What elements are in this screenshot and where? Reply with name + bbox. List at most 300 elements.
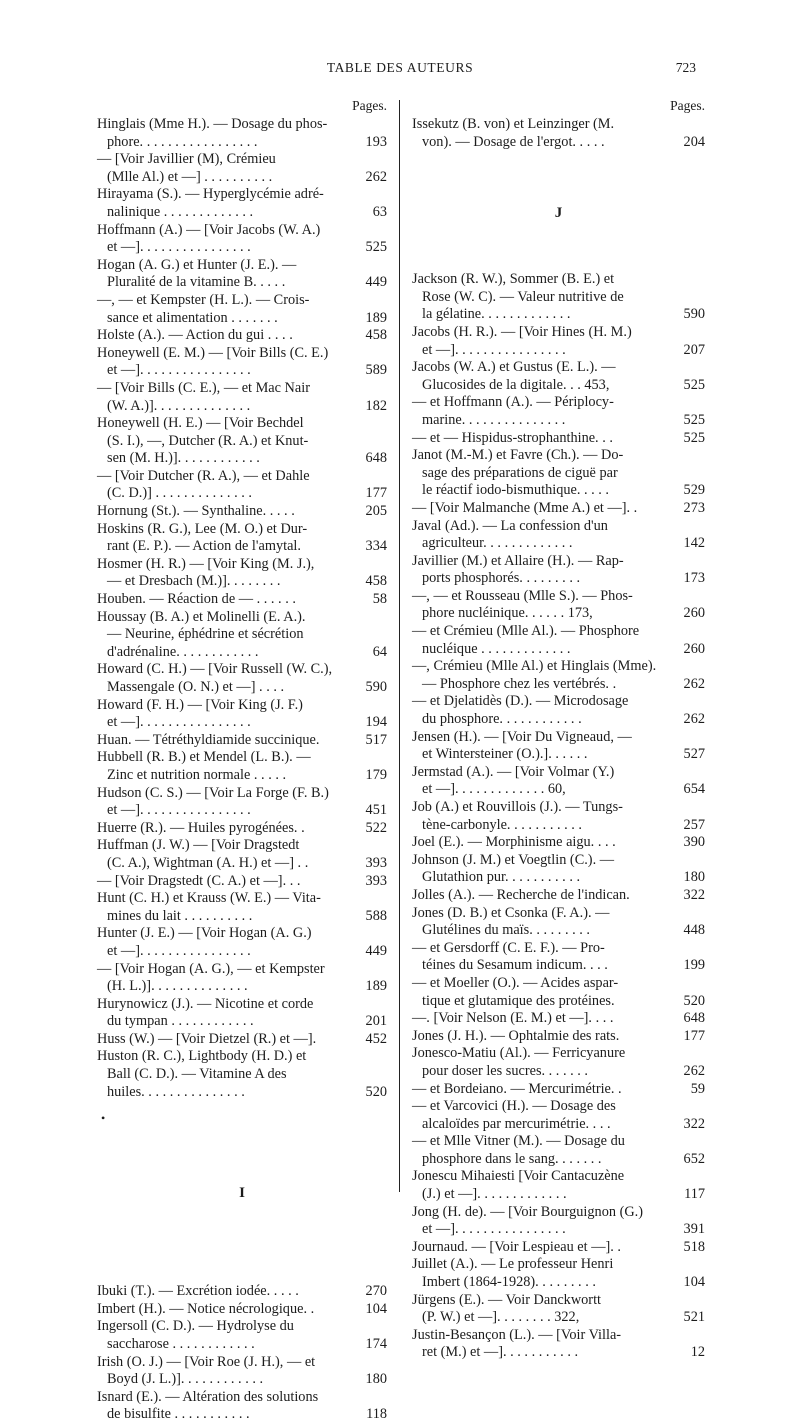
running-head [0,60,800,80]
entry-line [412,676,705,694]
entry-line [97,626,387,644]
page-ref: 588 [363,908,387,926]
entry-text: Jacobs (H. R.). — [Voir Hines (H. M.) [412,323,632,340]
entry-line [97,398,387,416]
entry-text: Hogan (A. G.) et Hunter (J. E.). — [97,256,297,273]
entry-text: Jermstad (A.). — [Voir Volmar (Y.) [412,763,615,780]
entry-line [412,342,705,360]
entry-text: — et Djelatidès (D.). — Microdosage [412,693,629,710]
entry-line [412,1081,705,1099]
index-entry [412,1098,705,1133]
index-entry [412,729,705,764]
entry-text: Juillet (A.). — Le professeur Henri [412,1256,614,1273]
index-entry [97,996,387,1031]
entry-line [412,359,705,377]
entry-line [412,412,705,430]
entry-text: Jong (H. de). — [Voir Bourguignon (G.) [412,1203,643,1220]
entry-text: — [Voir Malmanche (Mme A.) et —]. . [412,499,638,516]
entry-line [97,485,387,503]
page-ref: 194 [363,714,387,732]
entry-text: sance et alimentation . . . . . . . [107,309,278,326]
entry-line [412,957,705,975]
entry-line [412,1168,705,1186]
page-number: 723 [675,60,696,75]
entry-text: (J.) et —]. . . . . . . . . . . . . [422,1186,567,1203]
page-ref: 525 [681,377,705,395]
entry-text: — Neurine, éphédrine et sécrétion [107,626,304,643]
entry-text: Jones (D. B.) et Csonka (F. A.). — [412,904,610,921]
page-ref: 177 [681,1028,705,1046]
entry-text: du tympan . . . . . . . . . . . . [107,1013,254,1030]
index-entry [412,1010,705,1028]
entry-line [412,693,705,711]
index-entry [412,852,705,887]
entry-line [97,116,387,134]
entry-text: Hunter (J. E.) — [Voir Hogan (A. G.) [97,925,312,942]
entry-line [97,433,387,451]
entry-line [97,679,387,697]
entry-text: de bisulfite . . . . . . . . . . . [107,1406,250,1423]
entry-line [97,257,387,275]
entry-text: nucléique . . . . . . . . . . . . . [422,640,571,657]
entry-line [97,591,387,609]
entry-line [97,1283,387,1301]
entry-text: phore. . . . . . . . . . . . . . . . . [107,133,258,150]
entry-text: alcaloïdes par mercurimétrie. . . . [422,1115,611,1132]
index-entry [412,887,705,905]
index-entry [412,1133,705,1168]
entry-line [412,518,705,536]
page-ref: 527 [681,746,705,764]
page-ref: 391 [681,1221,705,1239]
entry-text: — Phosphore chez les vertébrés. . [422,675,617,692]
entry-line [412,1204,705,1222]
entry-line [412,394,705,412]
index-entry [97,749,387,784]
entry-line [412,834,705,852]
page-ref: 201 [363,1013,387,1031]
entry-line [97,169,387,187]
entry-text: Javal (Ad.). — La confession d'un [412,517,608,534]
entry-line [412,500,705,518]
entry-line [97,732,387,750]
entry-line [412,887,705,905]
index-entry [412,447,705,500]
entry-line [97,1406,387,1424]
index-entry [412,324,705,359]
index-entry [412,834,705,852]
entry-line [412,289,705,307]
index-entry [97,1031,387,1049]
entry-line [412,1292,705,1310]
entry-line [97,134,387,152]
page-ref: 262 [681,1063,705,1081]
index-entry [97,257,387,292]
entry-text: Huston (R. C.), Lightbody (H. D.) et [97,1048,307,1065]
entry-text: Huerre (R.). — Huiles pyrogénées. . [97,819,305,836]
index-entry [97,1354,387,1389]
entry-text: Jürgens (E.). — Voir Danckwortt [412,1291,602,1308]
page-ref: 525 [681,430,705,448]
entry-text: Isnard (E.). — Altération des solutions [97,1388,319,1405]
page-ref: 193 [363,134,387,152]
entry-text: — [Voir Dragstedt (C. A.) et —]. . . [97,872,301,889]
entry-text: Hubbell (R. B.) et Mendel (L. B.). — [97,749,311,766]
entry-line [412,306,705,324]
entry-text: Hirayama (S.). — Hyperglycémie adré- [97,186,324,203]
entry-text: Huan. — Tétréthyldiamide succinique. [97,731,320,748]
index-entry [97,292,387,327]
entry-line [97,609,387,627]
entry-line [97,749,387,767]
page-ref: 525 [363,239,387,257]
page-ref: 529 [681,482,705,500]
page-ref: 179 [363,767,387,785]
entry-line [97,1084,387,1102]
page-ref: 525 [681,412,705,430]
page-ref: 189 [363,978,387,996]
entry-line [412,1239,705,1257]
index-entry [412,500,705,518]
entry-line [412,447,705,465]
page-ref: 260 [681,605,705,623]
entry-line [412,588,705,606]
page-ref: 518 [681,1239,705,1257]
entry-line [412,781,705,799]
entry-line [412,1151,705,1169]
index-entry [97,732,387,750]
page-ref: 322 [681,887,705,905]
index-entry [412,1327,705,1362]
entry-line [97,503,387,521]
entry-line [97,1318,387,1336]
page-ref: 522 [363,820,387,838]
entry-text: Howard (C. H.) — [Voir Russell (W. C.), [97,661,333,678]
page-ref: 393 [363,873,387,891]
index-entry [97,961,387,996]
entry-text: Jolles (A.). — Recherche de l'indican. [412,886,630,903]
entry-line [97,222,387,240]
section-letter: I [239,1185,245,1202]
entry-line [97,1066,387,1084]
page-ref: 270 [363,1283,387,1301]
entry-text: — et Crémieu (Mlle Al.). — Phosphore [412,623,640,640]
entry-line [97,415,387,433]
page-ref: 117 [681,1186,705,1204]
index-entry [412,394,705,429]
page-ref: 59 [688,1081,705,1099]
entry-line [97,538,387,556]
entry-line [97,961,387,979]
entry-text: Hoffmann (A.) — [Voir Jacobs (W. A.) [97,221,321,238]
entry-line [97,468,387,486]
entry-text: von). — Dosage de l'ergot. . . . . [422,133,605,150]
entry-line [97,697,387,715]
entry-line [97,1354,387,1372]
entry-text: (Mlle Al.) et —] . . . . . . . . . . [107,168,273,185]
entry-text: Ball (C. D.). — Vitamine A des [107,1066,287,1083]
entry-text: Jonesco-Matiu (Al.). — Ferricyanure [412,1045,626,1062]
entry-text: Glucosides de la digitale. . . 453, [422,376,610,393]
index-entry [97,468,387,503]
index-entry [412,905,705,940]
entry-text: Imbert (1864-1928). . . . . . . . . [422,1274,596,1291]
entry-text: Jackson (R. W.), Sommer (B. E.) et [412,271,615,288]
page-ref: 393 [363,855,387,873]
entry-line [412,465,705,483]
entry-text: téines du Sesamum indicum. . . . [422,957,608,974]
entry-line [412,1186,705,1204]
entry-text: la gélatine. . . . . . . . . . . . . [422,306,571,323]
entry-line [412,271,705,289]
index-entry [97,873,387,891]
entry-line [412,799,705,817]
page-ref: 104 [363,1301,387,1319]
entry-line [97,556,387,574]
entry-text: Honeywell (H. E.) — [Voir Bechdel [97,415,304,432]
entry-line [97,714,387,732]
entry-text: Glutathion pur. . . . . . . . . . . [422,869,581,886]
entry-line [412,729,705,747]
entry-text: phosphore dans le sang. . . . . . . [422,1150,602,1167]
page-ref: 517 [363,732,387,750]
entry-text: Issekutz (B. von) et Leinzinger (M. [412,116,615,132]
entry-line [412,869,705,887]
entry-text: Hosmer (H. R.) — [Voir King (M. J.), [97,555,315,572]
index-entry [97,1048,387,1101]
entry-text: Honeywell (E. M.) — [Voir Bills (C. E.) [97,344,329,361]
index-entry [412,1204,705,1239]
entry-line [412,1010,705,1028]
entry-text: et —]. . . . . . . . . . . . . . . . [107,239,251,256]
section-letter: J [554,205,563,222]
page-ref: 654 [681,781,705,799]
entry-text: — [Voir Bills (C. E.), — et Mac Nair [97,379,310,396]
entry-text: Javillier (M.) et Allaire (H.). — Rap- [412,552,624,569]
index-entry [97,591,387,609]
entry-line [97,380,387,398]
index-entry [97,1389,387,1424]
entry-text: et Wintersteiner (O.).]. . . . . . [422,746,588,763]
index-entry [97,151,387,186]
entry-line [97,1048,387,1066]
entry-text: —, — et Rousseau (Mlle S.). — Phos- [412,587,633,604]
entry-text: — et Mlle Vitner (M.). — Dosage du [412,1133,625,1150]
entry-line [97,1389,387,1407]
entry-line [97,802,387,820]
entry-text: (P. W.) et —]. . . . . . . . 322, [422,1309,580,1326]
entry-text: huiles. . . . . . . . . . . . . . . [107,1083,245,1100]
entry-line [412,1063,705,1081]
entry-text: Irish (O. J.) — [Voir Roe (J. H.), — et [97,1353,316,1370]
index-entry [97,345,387,380]
entry-text: Jonescu Mihaiesti [Voir Cantacuzène [412,1168,625,1185]
page-ref: 520 [681,993,705,1011]
index-entry [97,1283,387,1301]
entry-line [97,186,387,204]
index-entry [97,521,387,556]
entry-text: Huss (W.) — [Voir Dietzel (R.) et —]. [97,1030,317,1047]
entry-text: nalinique . . . . . . . . . . . . . [107,203,254,220]
page-ref: 390 [681,834,705,852]
index-entry [412,1081,705,1099]
index-entry [97,609,387,662]
page-ref: 652 [681,1151,705,1169]
entry-text: Pluralité de la vitamine B. . . . . [107,274,286,291]
page-ref: 262 [363,169,387,187]
entry-text: Ibuki (T.). — Excrétion iodée. . . . . [97,1283,299,1300]
pages-header: Pages. [352,98,387,113]
index-entry [412,940,705,975]
page-ref: 458 [363,573,387,591]
entry-text: — et Varcovici (H.). — Dosage des [412,1098,616,1115]
index-entry [412,1256,705,1291]
entry-text: phore nucléinique. . . . . . 173, [422,605,593,622]
index-entry [97,222,387,257]
index-entry [97,186,387,221]
entry-line [412,1221,705,1239]
entry-line [97,661,387,679]
entry-line [412,764,705,782]
page-ref: 118 [363,1406,387,1424]
index-entry [412,1292,705,1327]
page-ref: 173 [681,570,705,588]
entry-line [97,239,387,257]
entry-line [412,1344,705,1362]
entry-text: Hurynowicz (J.). — Nicotine et corde [97,995,314,1012]
entry-line [97,292,387,310]
entry-text: Jacobs (W. A.) et Gustus (E. L.). — [412,359,616,376]
page-ref: 180 [681,869,705,887]
page-ref: 449 [363,943,387,961]
entry-text: d'adrénaline. . . . . . . . . . . . [107,643,259,660]
page-ref: 199 [681,957,705,975]
entry-text: le réactif iodo-bismuthique. . . . . [422,482,610,499]
index-entry [412,271,705,324]
entry-text: Hoskins (R. G.), Lee (M. O.) et Dur- [97,520,308,537]
entry-text: Jones (J. H.). — Ophtalmie des rats. [412,1027,620,1044]
entry-text: Rose (W. C). — Valeur nutritive de [422,288,624,305]
entry-line [412,817,705,835]
entry-text: marine. . . . . . . . . . . . . . . [422,411,566,428]
entry-text: — et Hoffmann (A.). — Périplocy- [412,394,614,411]
column-divider [399,100,400,1192]
entry-text: —, — et Kempster (H. L.). — Crois- [97,291,310,308]
entry-line [412,553,705,571]
page-ref: 142 [681,535,705,553]
index-entry [412,116,705,151]
entry-line [97,996,387,1014]
index-entry [97,1318,387,1353]
page-ref: 174 [363,1336,387,1354]
index-entry [412,693,705,728]
entry-text: (C. A.), Wightman (A. H.) et —] . . [107,854,309,871]
entry-line [412,905,705,923]
entry-line [412,482,705,500]
index-entry [97,116,387,151]
index-entry [97,661,387,696]
index-entry [412,553,705,588]
entry-line [97,925,387,943]
page-ref: 177 [363,485,387,503]
entry-text: (W. A.)]. . . . . . . . . . . . . . [107,397,251,414]
right-column [412,96,705,1362]
index-entry [412,1239,705,1257]
entry-text: Houssay (B. A.) et Molinelli (E. A.). [97,608,306,625]
page-ref: 64 [370,644,387,662]
page-ref: 180 [363,1371,387,1389]
entry-line [97,855,387,873]
page-ref: 104 [681,1274,705,1292]
entry-line [97,573,387,591]
entry-line [412,623,705,641]
index-entry [97,925,387,960]
entry-text: et —]. . . . . . . . . . . . . 60, [422,781,566,798]
entry-line [412,1045,705,1063]
entry-line [97,837,387,855]
entry-text: Joel (E.). — Morphinisme aigu. . . . [412,834,616,851]
entry-text: et —]. . . . . . . . . . . . . . . . [422,341,566,358]
entry-text: — [Voir Hogan (A. G.), — et Kempster [97,960,325,977]
entry-line [97,1013,387,1031]
entry-line [412,116,705,134]
entry-text: Hornung (St.). — Synthaline. . . . . [97,503,295,520]
entry-text: — [Voir Javillier (M), Crémieu [97,151,276,168]
running-head-title: TABLE DES AUTEURS [326,60,474,75]
entry-text: agriculteur. . . . . . . . . . . . . [422,535,573,552]
entry-line [97,978,387,996]
entry-line [97,274,387,292]
entry-text: Imbert (H.). — Notice nécrologique. . [97,1300,315,1317]
entry-line [412,1327,705,1345]
entry-line [412,746,705,764]
entry-line [412,922,705,940]
entry-text: tène-carbonyle. . . . . . . . . . . [422,816,582,833]
entry-line [97,327,387,345]
page-ref: 648 [681,1010,705,1028]
page-ref: 590 [681,306,705,324]
entry-text: —. [Voir Nelson (E. M.) et —]. . . . [412,1010,614,1027]
page-ref: 257 [681,817,705,835]
entry-text: Johnson (J. M.) et Voegtlin (C.). — [412,851,615,868]
page-ref: 590 [363,679,387,697]
entry-line [97,767,387,785]
entry-line [412,1028,705,1046]
entry-text: — et Dresbach (M.)]. . . . . . . . [107,573,281,590]
index-entry [97,785,387,820]
entry-line [97,1336,387,1354]
entry-text: et —]. . . . . . . . . . . . . . . . [107,802,251,819]
entry-text: Hunt (C. H.) et Krauss (W. E.) — Vita- [97,890,321,907]
entry-line [97,1371,387,1389]
entry-text: Holste (A.). — Action du gui . . . . [97,327,293,344]
entry-line [97,943,387,961]
entry-line [412,852,705,870]
page-ref: 207 [681,342,705,360]
entry-text: Zinc et nutrition normale . . . . . [107,766,287,783]
entry-line [412,711,705,729]
entry-line [97,362,387,380]
entry-text: Journaud. — [Voir Lespieau et —]. . [412,1238,621,1255]
index-entry [97,697,387,732]
page-ref: 262 [681,676,705,694]
entry-line [97,890,387,908]
entry-text: Justin-Besançon (L.). — [Voir Villa- [412,1326,622,1343]
entry-text: Janot (M.-M.) et Favre (Ch.). — Do- [412,447,624,464]
entry-text: mines du lait . . . . . . . . . . [107,907,253,924]
entry-text: Ingersoll (C. D.). — Hydrolyse du [97,1318,294,1335]
index-entry [412,1045,705,1080]
